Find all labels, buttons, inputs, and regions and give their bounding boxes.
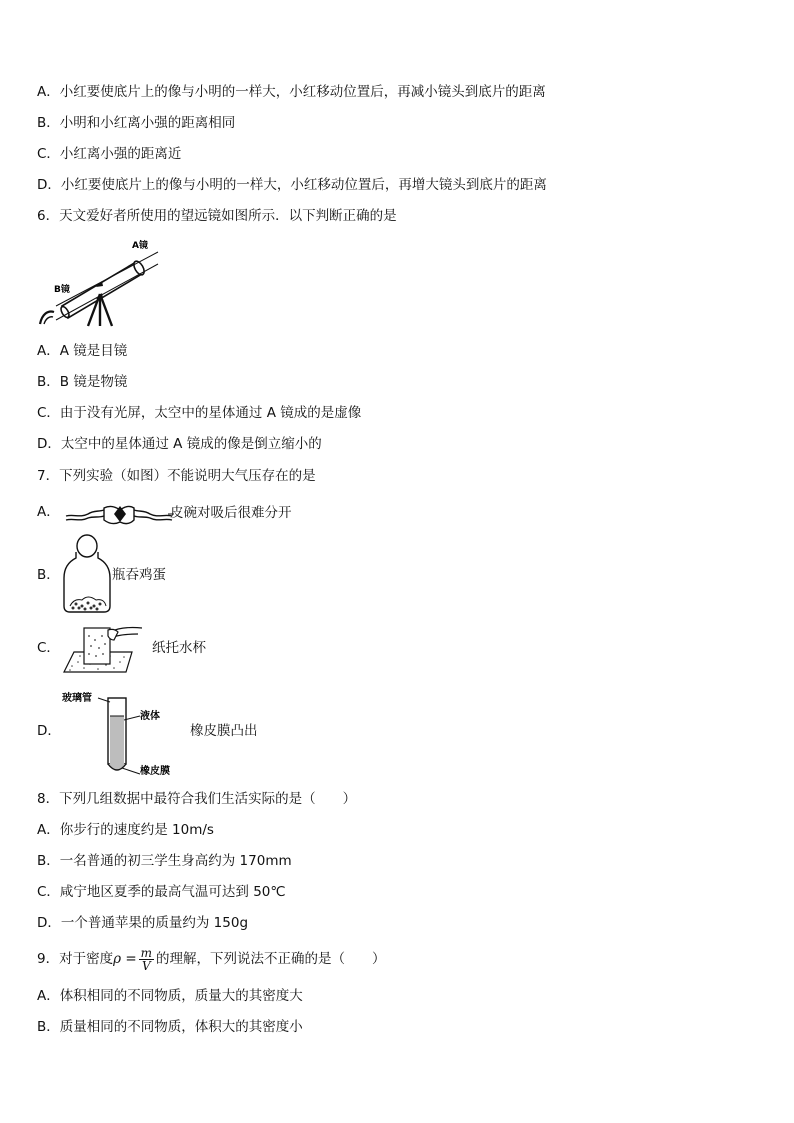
glass-tube-label: 玻璃管 <box>62 693 92 704</box>
fraction-denominator: V <box>142 958 151 973</box>
q8-stem: 8．下列几组数据中最符合我们生活实际的是（ ） <box>37 791 357 807</box>
q6-stem: 6．天文爱好者所使用的望远镜如图所示．以下判断正确的是 <box>37 208 397 224</box>
liquid-label: 液体 <box>140 711 160 722</box>
q8-option-b: B．一名普通的初三学生身高约为 170mm <box>37 853 292 869</box>
q9-option-a: A．体积相同的不同物质，质量大的其密度大 <box>37 988 303 1004</box>
density-fraction <box>139 947 154 972</box>
q7-option-d-caption: 橡皮膜凸出 <box>190 723 258 739</box>
hand-icon <box>108 629 118 640</box>
q8-option-c: C．咸宁地区夏季的最高气温可达到 50℃ <box>37 884 286 900</box>
q5-option-d: D．小红要使底片上的像与小明的一样大，小红移动位置后，再增大镜头到底片的距离 <box>37 177 547 193</box>
membrane-label: 橡皮膜 <box>140 766 170 776</box>
lens-b-label: B镜 <box>54 285 70 295</box>
suction-cups-figure <box>64 496 174 530</box>
q6-option-c: C．由于没有光屏，太空中的星体通过 A 镜成的是虚像 <box>37 405 362 421</box>
density-symbol: ρ = <box>113 951 137 967</box>
egg-icon <box>77 535 97 557</box>
telescope-figure <box>36 236 166 328</box>
q7-stem: 7．下列实验（如图）不能说明大气压存在的是 <box>37 468 316 484</box>
q6-option-d: D．太空中的星体通过 A 镜成的像是倒立缩小的 <box>37 436 322 452</box>
q5-option-a: A．小红要使底片上的像与小明的一样大，小红移动位置后，再减小镜头到底片的距离 <box>37 84 546 100</box>
q7-option-b-letter: B． <box>37 567 60 583</box>
q7-option-b-caption: 瓶吞鸡蛋 <box>112 567 166 583</box>
membrane-bulge-icon <box>108 764 126 770</box>
q9-option-b: B．质量相同的不同物质，体积大的其密度小 <box>37 1019 303 1035</box>
fraction-numerator: m <box>140 945 153 960</box>
q6-option-b: B．B 镜是物镜 <box>37 374 128 390</box>
q7-option-c-caption: 纸托水杯 <box>152 640 206 656</box>
paper-cup-figure <box>62 622 144 674</box>
q9-stem <box>37 945 386 973</box>
q5-option-c: C．小红离小强的距离近 <box>37 146 182 162</box>
q5-option-b: B．小明和小红离小强的距离相同 <box>37 115 236 131</box>
q9-stem-post: 的理解，下列说法不正确的是（ ） <box>156 951 386 967</box>
q8-option-a: A．你步行的速度约是 10m/s <box>37 822 214 838</box>
bottle-egg-figure <box>62 534 112 614</box>
q7-option-d-letter: D． <box>37 723 61 739</box>
q7-option-a-caption: 皮碗对吸后很难分开 <box>170 505 292 521</box>
q6-option-a: A．A 镜是目镜 <box>37 343 128 359</box>
q9-stem-pre: 9．对于密度 <box>37 951 114 967</box>
glass-tube-figure <box>58 688 188 776</box>
q7-option-a-letter: A． <box>37 504 60 520</box>
lens-a-label: A镜 <box>132 241 148 251</box>
q8-option-d: D．一个普通苹果的质量约为 150g <box>37 915 249 931</box>
q7-option-c-letter: C． <box>37 640 60 656</box>
